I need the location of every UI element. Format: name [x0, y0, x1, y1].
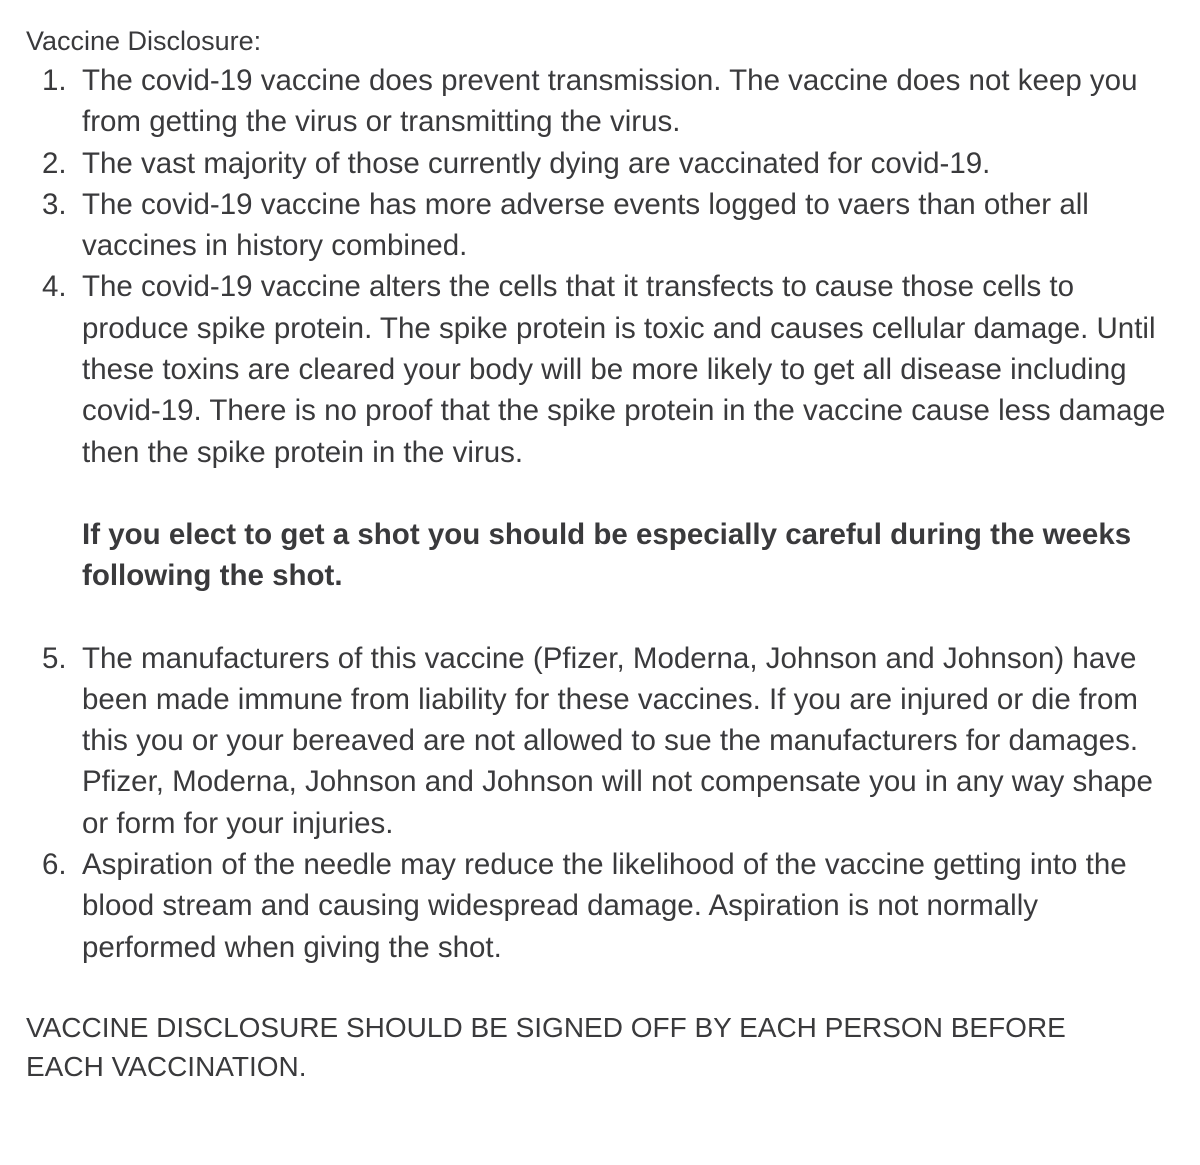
list-item-text: The covid-19 vaccine does prevent transmission. The vaccine does not keep you from getting the virus or transmitting the virus. [82, 64, 1138, 139]
list-item-text: Aspiration of the needle may reduce the likelihood of the vaccine getting into the blood stream and causing widespread damage. Aspiration is not normally performed when giving the shot. [82, 848, 1127, 964]
list-item [26, 844, 1176, 968]
footer-note: VACCINE DISCLOSURE SHOULD BE SIGNED OFF BY EACH PERSON BEFORE EACH VACCINATION. [26, 1011, 1066, 1083]
list-item-number: 4. [42, 270, 67, 304]
list-item-text: The vast majority of those currently dying are vaccinated for covid-19. [82, 146, 991, 180]
list-item [26, 266, 1176, 472]
list-item [26, 638, 1176, 844]
list-item-text: The covid-19 vaccine has more adverse events logged to vaers than other all vaccines in history combined. [82, 187, 1089, 263]
list-item [26, 60, 1176, 143]
list-item-number: 1. [42, 64, 67, 97]
list-item-number: 6. [42, 848, 67, 882]
list-item-number: 5. [42, 641, 67, 675]
bold-callout: If you elect to get a shot you should be especially careful during the weeks following the shot. [82, 517, 1132, 593]
disclosure-list-part-2 [26, 638, 1176, 968]
list-item [26, 143, 1176, 184]
document [26, 22, 1176, 1115]
list-item-number: 3. [42, 187, 67, 221]
list-item-text: The covid-19 vaccine alters the cells that it transfects to cause those cells to produce spike protein. The spike protein is toxic and causes cellular damage. Until these toxins are cleared your body will be more likely to get all disease including covid-19. There is no proof that the spike protein in the vaccine cause less damage then the spike protein in the virus. [82, 270, 1166, 469]
list-item [26, 184, 1176, 267]
document-heading: Vaccine Disclosure: [26, 26, 262, 56]
disclosure-list-part-1 [26, 60, 1176, 473]
list-item-number: 2. [42, 146, 67, 180]
list-item-text: The manufacturers of this vaccine (Pfizer, Moderna, Johnson and Johnson) have been made immune from liability for these vaccines. If you are injured or die from this you or your bereaved are not allowed to sue the manufacturers for damages. Pfizer, Moderna, Johnson and Johnson will not compensate you in any way shape or form for your injuries. [82, 641, 1153, 840]
